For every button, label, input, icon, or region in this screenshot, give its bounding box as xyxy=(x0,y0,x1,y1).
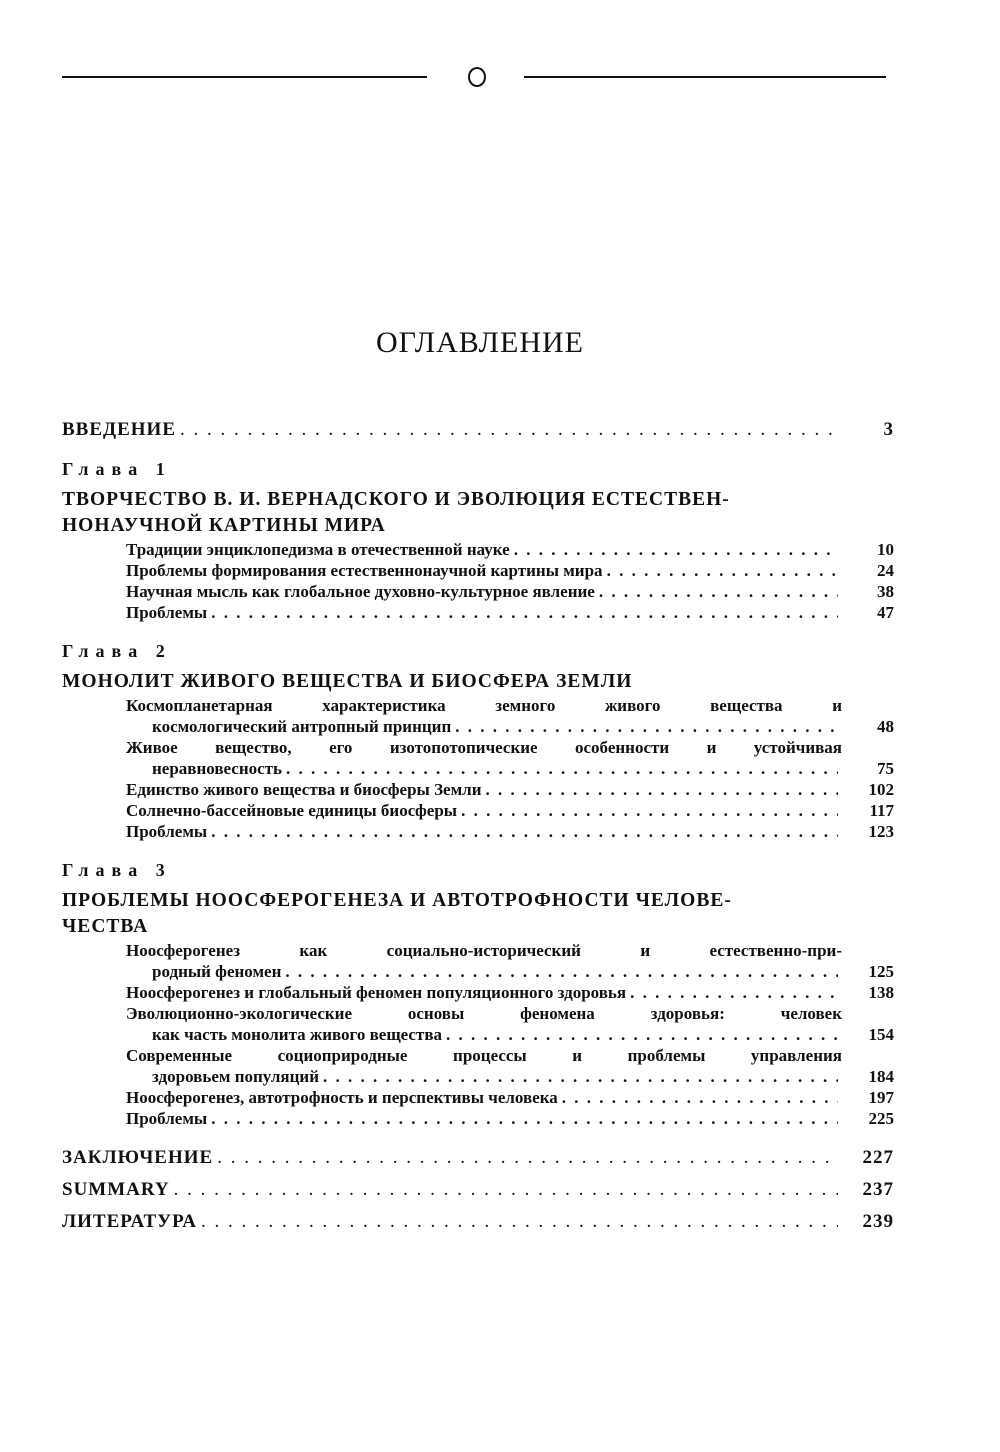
toc-section[interactable] xyxy=(62,737,894,779)
entry-page: 227 xyxy=(862,1147,894,1168)
section-title-line: Живое вещество, его изотопотопические особенности и устойчивая xyxy=(126,738,842,757)
dot-leader xyxy=(217,1147,838,1169)
chapter-title-line: НОНАУЧНОЙ КАРТИНЫ МИРА xyxy=(62,515,386,536)
toc-section[interactable] xyxy=(62,581,894,602)
section-title: Солнечно-бассейновые единицы биосферы xyxy=(126,801,458,820)
dot-leader xyxy=(599,581,838,602)
dot-leader xyxy=(174,1179,838,1201)
section-title: Проблемы формирования естественнонаучной картины мира xyxy=(126,561,603,580)
section-page: 197 xyxy=(868,1088,894,1107)
section-title: Ноосферогенез, автотрофность и перспективы человека xyxy=(126,1088,558,1107)
chapter-label: Глава 3 xyxy=(62,860,172,880)
circle-ornament-icon xyxy=(468,67,486,87)
section-title: Научная мысль как глобальное духовно-культурное явление xyxy=(126,582,595,601)
dot-leader xyxy=(607,560,838,581)
section-title-line: как часть монолита живого вещества xyxy=(152,1025,443,1044)
section-title: Ноосферогенез и глобальный феномен популяционного здоровья xyxy=(126,983,627,1002)
toc-section[interactable] xyxy=(62,940,894,982)
section-page: 75 xyxy=(877,759,894,778)
toc-entry-intro[interactable] xyxy=(62,408,894,441)
table-of-contents xyxy=(62,408,894,1233)
dot-leader xyxy=(455,716,838,737)
toc-section[interactable] xyxy=(62,1108,894,1129)
dot-leader xyxy=(446,1024,838,1045)
dot-leader xyxy=(486,779,838,800)
section-title-line: Эволюционно-экологические основы феномена здоровья: человек xyxy=(126,1004,842,1023)
section-page: 48 xyxy=(877,717,894,736)
toc-section[interactable] xyxy=(62,602,894,623)
section-page: 125 xyxy=(868,962,894,981)
toc-section[interactable] xyxy=(62,800,894,821)
toc-section[interactable] xyxy=(62,982,894,1003)
section-title-line: здоровьем популяций xyxy=(152,1067,319,1086)
section-page: 138 xyxy=(868,983,894,1002)
entry-page: 239 xyxy=(862,1211,894,1232)
section-page: 38 xyxy=(877,582,894,601)
section-page: 117 xyxy=(869,801,894,820)
header-ornament xyxy=(62,64,886,90)
chapter-label: Глава 1 xyxy=(62,459,172,479)
toc-section[interactable] xyxy=(62,560,894,581)
toc-entry-summary[interactable] xyxy=(62,1169,894,1201)
chapter-title-line: ЧЕСТВА xyxy=(62,916,149,937)
toc-entry-literature[interactable] xyxy=(62,1201,894,1233)
section-title-line: Современные социоприродные процессы и проблемы управления xyxy=(126,1046,842,1065)
section-page: 154 xyxy=(868,1025,894,1044)
dot-leader xyxy=(562,1087,838,1108)
section-page: 225 xyxy=(868,1109,894,1128)
entry-title: SUMMARY xyxy=(62,1179,170,1200)
toc-section[interactable] xyxy=(62,821,894,842)
dot-leader xyxy=(323,1066,838,1087)
chapter-title xyxy=(62,487,894,539)
section-title: Проблемы xyxy=(126,603,208,622)
entry-title: ВВЕДЕНИЕ xyxy=(62,419,176,440)
dot-leader xyxy=(461,800,838,821)
entry-title: ЗАКЛЮЧЕНИЕ xyxy=(62,1147,214,1168)
chapter-label: Глава 2 xyxy=(62,641,172,661)
ornament-rule-right xyxy=(524,76,886,78)
chapter-title-line: ТВОРЧЕСТВО В. И. ВЕРНАДСКОГО И ЭВОЛЮЦИЯ ЕСТЕСТВЕН- xyxy=(62,489,730,510)
dot-leader xyxy=(630,982,838,1003)
toc-section[interactable] xyxy=(62,779,894,800)
page-title: ОГЛАВЛЕНИЕ xyxy=(376,326,584,359)
dot-leader xyxy=(285,961,838,982)
dot-leader xyxy=(201,1211,838,1233)
section-title: Единство живого вещества и биосферы Земли xyxy=(126,780,482,799)
entry-title: ЛИТЕРАТУРА xyxy=(62,1211,198,1232)
entry-page: 237 xyxy=(862,1179,894,1200)
section-page: 24 xyxy=(877,561,894,580)
section-title: Традиции энциклопедизма в отечественной науке xyxy=(126,540,510,559)
dot-leader xyxy=(211,602,838,623)
section-title: Проблемы xyxy=(126,1109,208,1128)
section-title-line: космологический антропный принцип xyxy=(152,717,452,736)
dot-leader xyxy=(180,419,838,441)
toc-section[interactable] xyxy=(62,1087,894,1108)
entry-page: 3 xyxy=(883,419,894,440)
dot-leader xyxy=(211,821,838,842)
section-title-line: Космопланетарная характеристика земного живого вещества и xyxy=(126,696,842,715)
section-page: 10 xyxy=(877,540,894,559)
chapter-title xyxy=(62,888,894,940)
dot-leader xyxy=(286,758,838,779)
dot-leader xyxy=(514,539,838,560)
toc-section[interactable] xyxy=(62,1003,894,1045)
section-page: 123 xyxy=(868,822,894,841)
toc-section[interactable] xyxy=(62,539,894,560)
section-title-line: Ноосферогенез как социально-исторический и естественно-при- xyxy=(126,941,842,960)
section-page: 184 xyxy=(868,1067,894,1086)
section-title-line: родный феномен xyxy=(152,962,282,981)
dot-leader xyxy=(211,1108,838,1129)
chapter-title-line: ПРОБЛЕМЫ НООСФЕРОГЕНЕЗА И АВТОТРОФНОСТИ ЧЕЛОВЕ- xyxy=(62,890,732,911)
chapter-title: МОНОЛИТ ЖИВОГО ВЕЩЕСТВА И БИОСФЕРА ЗЕМЛИ xyxy=(62,671,633,692)
ornament-rule-left xyxy=(62,76,427,78)
section-title-line: неравновесность xyxy=(152,759,283,778)
section-title: Проблемы xyxy=(126,822,208,841)
toc-entry-conclusion[interactable] xyxy=(62,1137,894,1169)
toc-section[interactable] xyxy=(62,1045,894,1087)
section-page: 47 xyxy=(877,603,894,622)
toc-section[interactable] xyxy=(62,695,894,737)
section-page: 102 xyxy=(868,780,894,799)
